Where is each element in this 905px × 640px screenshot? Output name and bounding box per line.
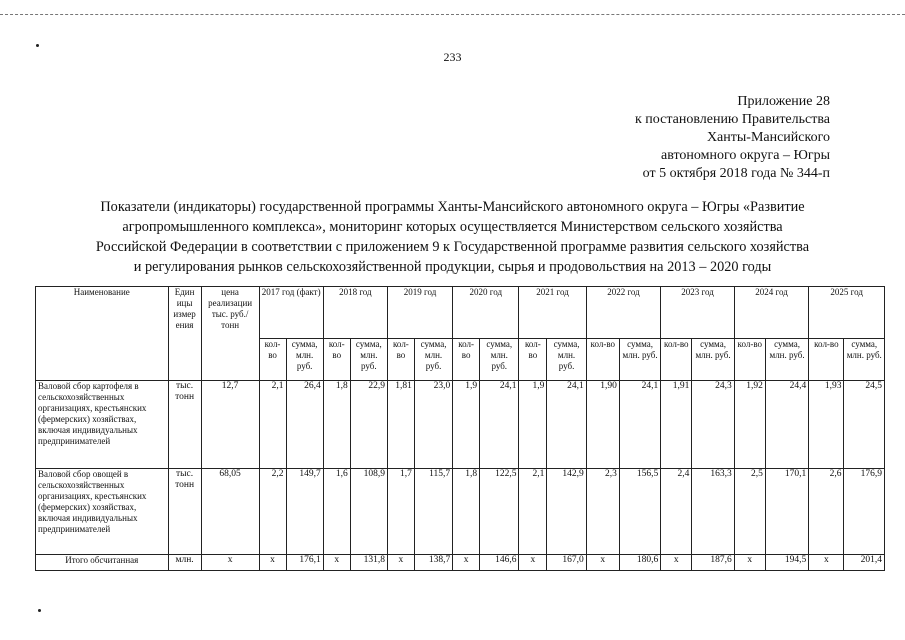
cell-qty: х (809, 555, 844, 571)
table-row (36, 381, 885, 469)
cell-qty: 2,4 (661, 469, 692, 555)
cell-sum: 138,7 (414, 555, 452, 571)
header-sum: сумма, млн. руб. (619, 339, 660, 381)
header-qty: кол-во (586, 339, 619, 381)
table-row (36, 469, 885, 555)
cell-sum: 146,6 (480, 555, 519, 571)
cell-sum: 26,4 (286, 381, 323, 469)
cell-sum: 149,7 (286, 469, 323, 555)
cell-qty: 2,6 (809, 469, 844, 555)
header-year: 2024 год (734, 287, 809, 339)
cell-qty: х (387, 555, 414, 571)
cell-sum: 22,9 (350, 381, 387, 469)
row-unit: тыс. тонн (168, 381, 201, 469)
table-row-total (36, 555, 885, 571)
cell-qty: х (323, 555, 350, 571)
cell-qty: 1,6 (323, 469, 350, 555)
margin-dot-top (36, 44, 39, 47)
header-qty: кол-во (259, 339, 286, 381)
row-name: Валовой сбор картофеля в сельскохозяйственных организациях, крестьянских (фермерских) хозяйствах, включая индивидуальных предпринимателей (36, 381, 169, 469)
header-sum: сумма, млн. руб. (692, 339, 734, 381)
margin-dot-bottom (38, 609, 41, 612)
cell-sum: 24,5 (844, 381, 885, 469)
row-price: х (201, 555, 259, 571)
title-line: Российской Федерации в соответствии с приложением 9 к Государственной программе развития сельского хозяйства (95, 239, 810, 255)
cell-sum: 176,9 (844, 469, 885, 555)
cell-qty: х (259, 555, 286, 571)
header-year: 2017 год (факт) (259, 287, 323, 339)
cell-sum: 187,6 (692, 555, 734, 571)
row-name: Итого обсчитанная (36, 555, 169, 571)
header-year: 2021 год (519, 287, 586, 339)
header-year: 2019 год (387, 287, 452, 339)
cell-sum: 24,4 (765, 381, 808, 469)
cell-qty: 1,9 (453, 381, 480, 469)
header-qty: кол-во (734, 339, 765, 381)
header-qty: кол-во (387, 339, 414, 381)
appendix-line: от 5 октября 2018 года № 344-п (642, 166, 830, 181)
header-sum: сумма, млн. руб. (844, 339, 885, 381)
header-price: цена реализации тыс. руб./ тонн (201, 287, 259, 381)
header-qty: кол-во (453, 339, 480, 381)
cell-qty: 1,7 (387, 469, 414, 555)
cell-sum: 122,5 (480, 469, 519, 555)
cell-qty: х (586, 555, 619, 571)
header-year: 2023 год (661, 287, 735, 339)
row-price: 12,7 (201, 381, 259, 469)
appendix-line: автономного округа – Югры (661, 148, 830, 163)
appendix-line: к постановлению Правительства (634, 112, 830, 127)
cell-qty: х (661, 555, 692, 571)
header-sum: сумма, млн. руб. (765, 339, 808, 381)
appendix-block (635, 93, 830, 183)
title-line: и регулирования рынков сельскохозяйственной продукции, сырья и продовольствия на 2013 – 2020 годы (133, 259, 772, 275)
cell-qty: 1,8 (323, 381, 350, 469)
cell-sum: 201,4 (844, 555, 885, 571)
cell-sum: 163,3 (692, 469, 734, 555)
cell-sum: 131,8 (350, 555, 387, 571)
cell-qty: 2,1 (519, 469, 547, 555)
cell-sum: 108,9 (350, 469, 387, 555)
header-qty: кол-во (809, 339, 844, 381)
cell-qty: 1,81 (387, 381, 414, 469)
header-qty: кол-во (519, 339, 547, 381)
header-year: 2020 год (453, 287, 519, 339)
cell-sum: 23,0 (414, 381, 452, 469)
header-sum: сумма, млн. руб. (350, 339, 387, 381)
cell-sum: 24,1 (619, 381, 660, 469)
header-year: 2018 год (323, 287, 387, 339)
page-number: 233 (443, 50, 462, 64)
row-price: 68,05 (201, 469, 259, 555)
title-line: Показатели (индикаторы) государственной программы Ханты-Мансийского автономного округа – Югры «Развитие (100, 199, 805, 215)
row-name: Валовой сбор овощей в сельскохозяйственных организациях, крестьянских (фермерских) хозяйствах, включая индивидуальных предпринимателей (36, 469, 169, 555)
cell-sum: 176,1 (286, 555, 323, 571)
header-qty: кол-во (323, 339, 350, 381)
header-name: Наименование (36, 287, 169, 381)
row-unit: млн. (168, 555, 201, 571)
header-row-years (36, 287, 885, 339)
header-year: 2022 год (586, 287, 661, 339)
header-qty: кол-во (661, 339, 692, 381)
cell-qty: 1,8 (453, 469, 480, 555)
cell-qty: 1,90 (586, 381, 619, 469)
header-unit: Един ицы измер ения (168, 287, 201, 381)
cell-sum: 115,7 (414, 469, 452, 555)
document-title (40, 197, 865, 277)
cell-sum: 24,3 (692, 381, 734, 469)
cell-sum: 142,9 (547, 469, 586, 555)
cell-sum: 24,1 (480, 381, 519, 469)
cell-qty: х (453, 555, 480, 571)
cell-qty: 1,91 (661, 381, 692, 469)
page-top-edge (0, 14, 905, 15)
cell-qty: 2,3 (586, 469, 619, 555)
header-sum: сумма, млн. руб. (480, 339, 519, 381)
header-year: 2025 год (809, 287, 885, 339)
cell-sum: 170,1 (765, 469, 808, 555)
cell-qty: 2,2 (259, 469, 286, 555)
indicators-table (35, 286, 885, 571)
cell-qty: 1,93 (809, 381, 844, 469)
cell-sum: 24,1 (547, 381, 586, 469)
title-line: агропромышленного комплекса», мониторинг которых осуществляется Министерством сельского хозяйства (122, 219, 783, 235)
header-sum: сумма, млн. руб. (414, 339, 452, 381)
header-sum: сумма, млн. руб. (286, 339, 323, 381)
cell-qty: 2,1 (259, 381, 286, 469)
cell-sum: 180,6 (619, 555, 660, 571)
cell-qty: х (519, 555, 547, 571)
appendix-line: Приложение 28 (737, 94, 830, 109)
row-unit: тыс. тонн (168, 469, 201, 555)
cell-qty: 1,92 (734, 381, 765, 469)
cell-qty: 1,9 (519, 381, 547, 469)
cell-qty: х (734, 555, 765, 571)
cell-qty: 2,5 (734, 469, 765, 555)
appendix-line: Ханты-Мансийского (706, 130, 830, 145)
header-sum: сумма, млн. руб. (547, 339, 586, 381)
cell-sum: 167,0 (547, 555, 586, 571)
cell-sum: 156,5 (619, 469, 660, 555)
cell-sum: 194,5 (765, 555, 808, 571)
